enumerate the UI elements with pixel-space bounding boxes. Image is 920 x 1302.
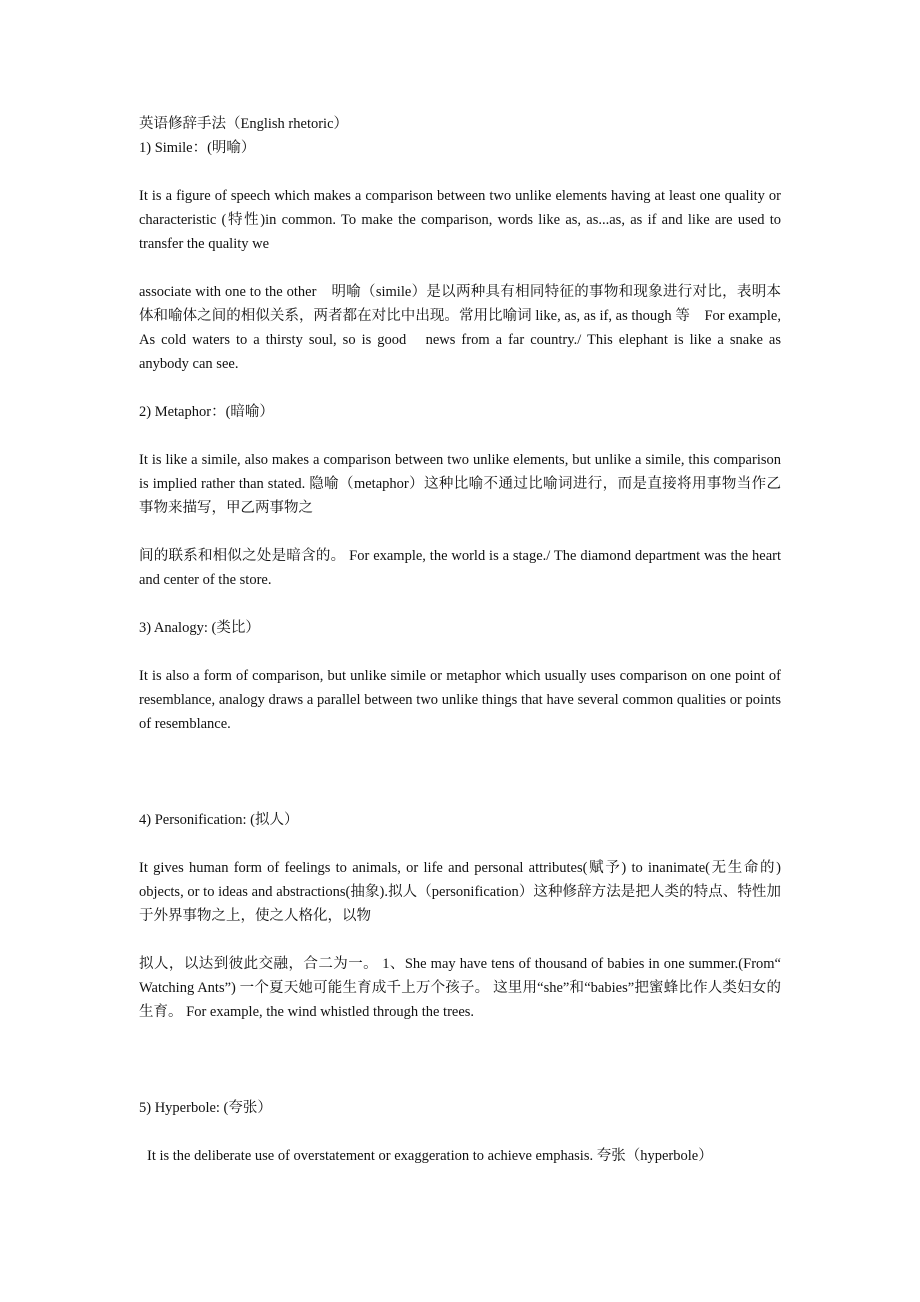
spacer (139, 928, 781, 952)
spacer (139, 1120, 781, 1144)
simile-paragraph-1: It is a figure of speech which makes a comparison between two unlike elements having at least one quality or characteristic (特性)in common. To make the comparison, words like as, as...as, as if and like are used to transfer the quality we (139, 188, 781, 252)
spacer (139, 520, 781, 544)
document-page (139, 112, 781, 1168)
metaphor-paragraph-2: 间的联系和相似之处是暗含的。 For example, the world is a stage./ The diamond department was the heart and center of the store. (139, 548, 781, 588)
personification-paragraph-2: 拟人，以达到彼此交融，合二为一。 1、She may have tens of thousand of babies in one summer.(From“ Watching Ants”) 一个夏天她可能生育成千上万个孩子。 这里用“she”和“babies”把蜜蜂比作人类妇女的生育。 For example, the wind whistled through the trees. (139, 956, 781, 1020)
simile-paragraph-2: associate with one to the other 明喻（simile）是以两种具有相同特征的事物和现象进行对比，表明本体和喻体之间的相似关系，两者都在对比中出现。常用比喻词 like, as, as if, as though 等 For example, As cold waters to a thirsty soul, so is good news from a far country./ This elephant is like a snake as anybody can see. (139, 284, 781, 372)
spacer (139, 592, 781, 616)
metaphor-paragraph-1: It is like a simile, also makes a comparison between two unlike elements, but unlike a simile, this comparison is implied rather than stated. 隐喻（metaphor）这种比喻不通过比喻词进行，而是直接将用事物当作乙事物来描写，甲乙两事物之 (139, 452, 781, 516)
analogy-paragraph-1: It is also a form of comparison, but unlike simile or metaphor which usually uses comparison on one point of resemblance, analogy draws a parallel between two unlike things that have several common qualities or points of resemblance. (139, 668, 781, 732)
document-title: 英语修辞手法（English rhetoric） (139, 116, 349, 132)
personification-heading: 4) Personification: (拟人） (139, 812, 299, 828)
personification-paragraph-1: It gives human form of feelings to animals, or life and personal attributes(赋予) to inanimate(无生命的) objects, or to ideas and abstractions(抽象).拟人（personification）这种修辞方法是把人类的特点、特性加于外界事物之上，使之人格化，以物 (139, 860, 781, 924)
spacer (139, 832, 781, 856)
spacer (139, 376, 781, 400)
spacer (139, 640, 781, 664)
spacer (139, 160, 781, 184)
metaphor-heading: 2) Metaphor：(暗喻） (139, 404, 274, 420)
hyperbole-paragraph-1: It is the deliberate use of overstatement or exaggeration to achieve emphasis. 夸张（hyperbole） (147, 1148, 713, 1164)
simile-heading: 1) Simile：(明喻） (139, 140, 256, 156)
spacer (139, 424, 781, 448)
analogy-heading: 3) Analogy: (类比） (139, 620, 260, 636)
spacer (139, 736, 781, 808)
spacer (139, 256, 781, 280)
hyperbole-heading: 5) Hyperbole: (夸张） (139, 1100, 272, 1116)
spacer (139, 1024, 781, 1096)
